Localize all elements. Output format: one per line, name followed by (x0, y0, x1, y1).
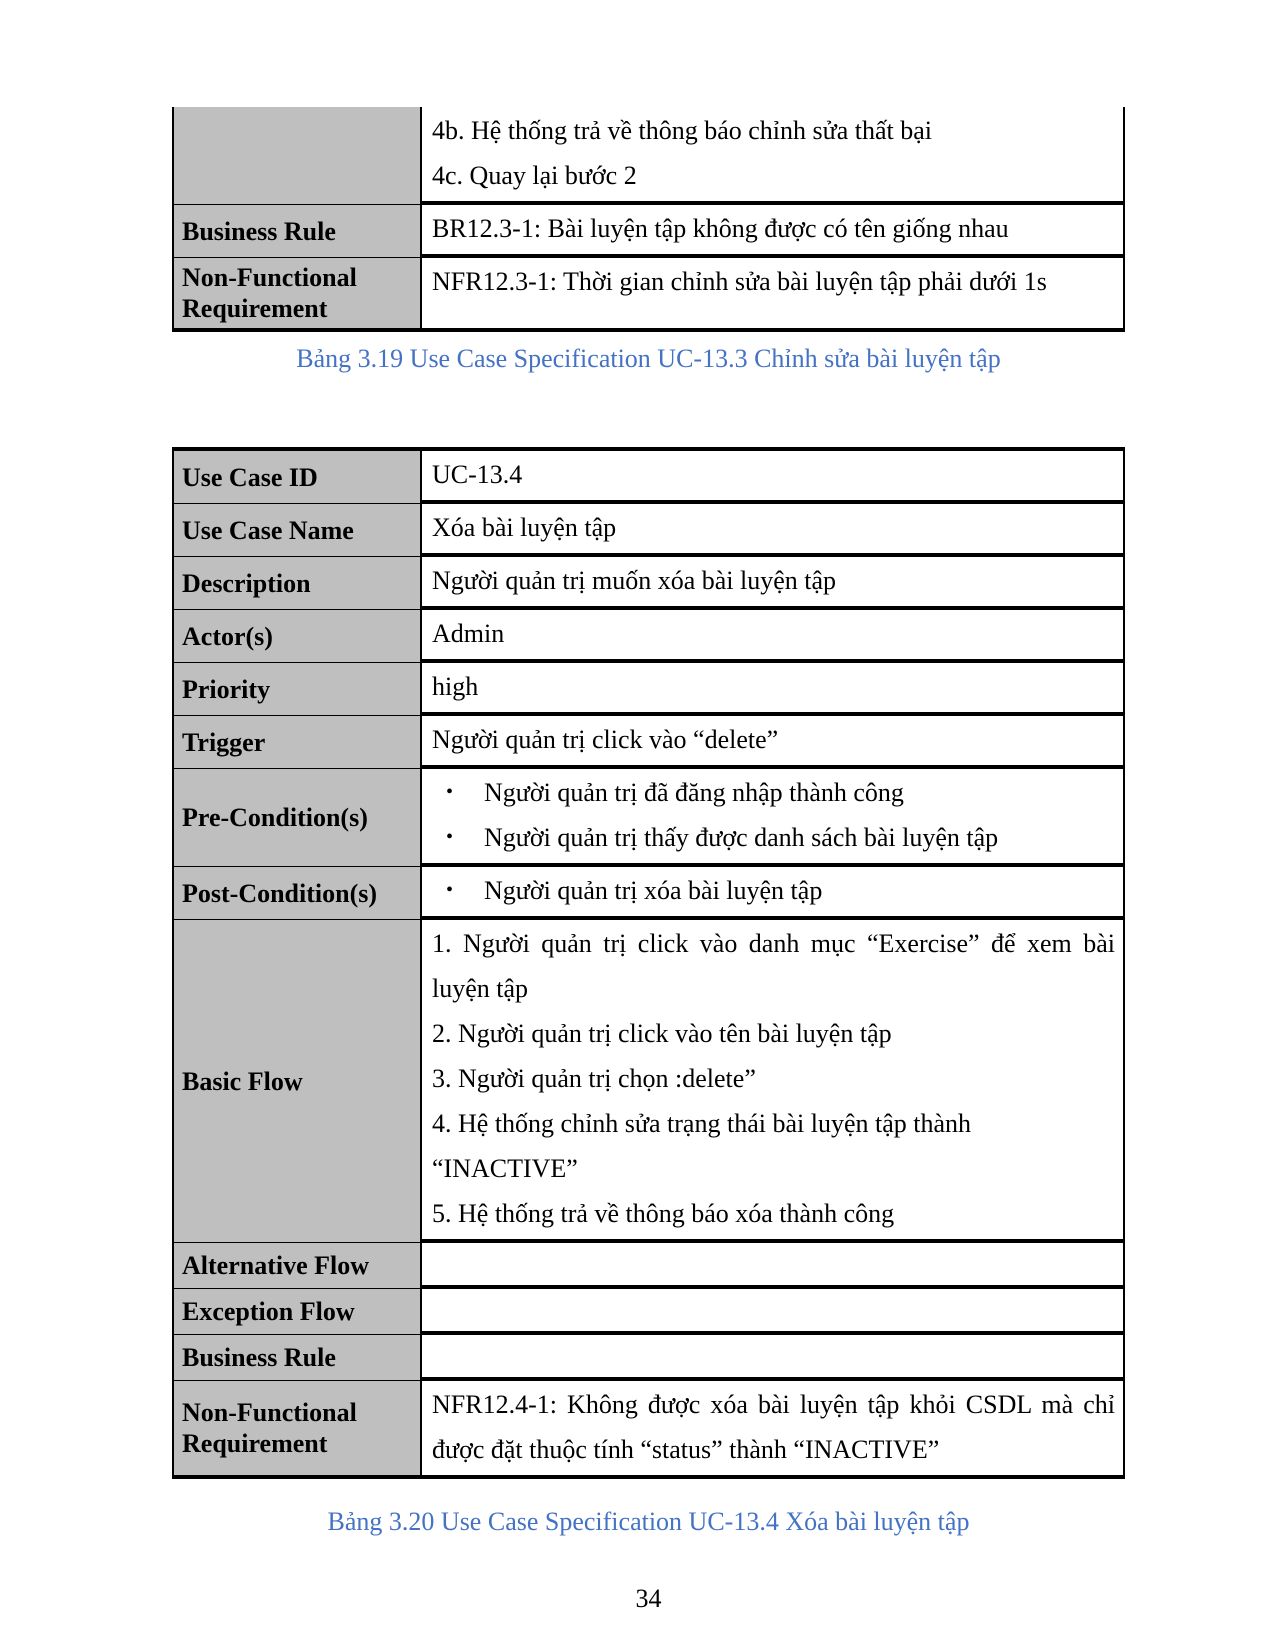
row-label-cell: Non-Functional Requirement (174, 258, 422, 328)
text-paragraph: NFR12.4-1: Không được xóa bài luyện tập khỏi CSDL mà chỉ được đặt thuộc tính “status” thành “INACTIVE” (432, 1390, 1115, 1464)
row-content-cell (422, 1243, 1123, 1289)
row-content-cell (422, 504, 1123, 557)
text-paragraph: 3. Người quản trị chọn :delete” (432, 1064, 756, 1093)
table-caption-3-20: Bảng 3.20 Use Case Specification UC-13.4 Xóa bài luyện tập (327, 1507, 970, 1536)
text-paragraph: 2. Người quản trị click vào tên bài luyện tập (432, 1019, 892, 1048)
row-label-cell: Non-Functional Requirement (174, 1381, 422, 1475)
page-number: 34 (635, 1584, 662, 1613)
text-paragraph: Admin (432, 619, 505, 648)
table-row (174, 1243, 1123, 1289)
table-row (174, 867, 1123, 920)
row-content-cell (422, 258, 1123, 328)
row-label-cell: Business Rule (174, 1335, 422, 1381)
text-paragraph: 4b. Hệ thống trả về thông báo chỉnh sửa thất bại (432, 116, 933, 145)
text-paragraph: 4c. Quay lại bước 2 (432, 161, 637, 190)
row-label-cell: Exception Flow (174, 1289, 422, 1335)
text-paragraph: UC-13.4 (432, 460, 523, 489)
row-label-cell: Priority (174, 663, 422, 716)
table-row (174, 107, 1123, 205)
table-row (174, 769, 1123, 867)
table-row (174, 1289, 1123, 1335)
row-content-cell (422, 1289, 1123, 1335)
row-label-cell: Actor(s) (174, 610, 422, 663)
table-row (174, 610, 1123, 663)
row-label-cell: Trigger (174, 716, 422, 769)
bullet-text: Người quản trị thấy được danh sách bài luyện tập (484, 823, 999, 852)
row-content-cell (422, 867, 1123, 920)
text-paragraph: 1. Người quản trị click vào danh mục “Exercise” để xem bài luyện tập (432, 929, 1115, 1003)
row-label-cell: Description (174, 557, 422, 610)
table-row (174, 663, 1123, 716)
bullet-text: Người quản trị xóa bài luyện tập (484, 876, 823, 905)
row-content-cell (422, 557, 1123, 610)
bullet-item (432, 770, 1115, 815)
table-row (174, 1381, 1123, 1475)
table-row (174, 205, 1123, 258)
table-row (174, 258, 1123, 328)
row-label-cell: Use Case Name (174, 504, 422, 557)
row-label-cell: Pre-Condition(s) (174, 769, 422, 867)
use-case-table-uc-13-3 (172, 107, 1125, 332)
text-paragraph: NFR12.3-1: Thời gian chỉnh sửa bài luyện tập phải dưới 1s (432, 267, 1047, 296)
bullet-item (432, 868, 1115, 913)
row-label-cell (174, 107, 422, 205)
text-paragraph: Xóa bài luyện tập (432, 513, 617, 542)
bullet-item (432, 815, 1115, 860)
use-case-table-uc-13-4 (172, 447, 1125, 1479)
table-row (174, 557, 1123, 610)
table-row (174, 716, 1123, 769)
row-label-cell: Business Rule (174, 205, 422, 258)
table-row (174, 1335, 1123, 1381)
text-paragraph: Người quản trị muốn xóa bài luyện tập (432, 566, 837, 595)
bullet-icon: • (446, 826, 454, 848)
bullet-text: Người quản trị đã đăng nhập thành công (484, 778, 904, 807)
text-paragraph: 5. Hệ thống trả về thông báo xóa thành công (432, 1199, 895, 1228)
text-paragraph: BR12.3-1: Bài luyện tập không được có tên giống nhau (432, 214, 1009, 243)
row-content-cell (422, 107, 1123, 205)
table-row (174, 504, 1123, 557)
bullet-icon: • (446, 781, 454, 803)
row-label-cell: Post-Condition(s) (174, 867, 422, 920)
row-content-cell (422, 610, 1123, 663)
text-paragraph: 4. Hệ thống chỉnh sửa trạng thái bài luyện tập thành “INACTIVE” (432, 1109, 972, 1183)
row-label-cell: Alternative Flow (174, 1243, 422, 1289)
row-content-cell (422, 663, 1123, 716)
table-row (174, 451, 1123, 504)
row-content-cell (422, 1381, 1123, 1475)
row-content-cell (422, 769, 1123, 867)
bullet-icon: • (446, 879, 454, 901)
row-content-cell (422, 716, 1123, 769)
text-paragraph: high (432, 672, 479, 701)
row-label-cell: Basic Flow (174, 920, 422, 1243)
row-label-cell: Use Case ID (174, 451, 422, 504)
table-row (174, 920, 1123, 1243)
text-paragraph: Người quản trị click vào “delete” (432, 725, 779, 754)
row-content-cell (422, 920, 1123, 1243)
row-content-cell (422, 451, 1123, 504)
table-caption-3-19: Bảng 3.19 Use Case Specification UC-13.3 Chỉnh sửa bài luyện tập (296, 344, 1001, 373)
row-content-cell (422, 1335, 1123, 1381)
row-content-cell (422, 205, 1123, 258)
